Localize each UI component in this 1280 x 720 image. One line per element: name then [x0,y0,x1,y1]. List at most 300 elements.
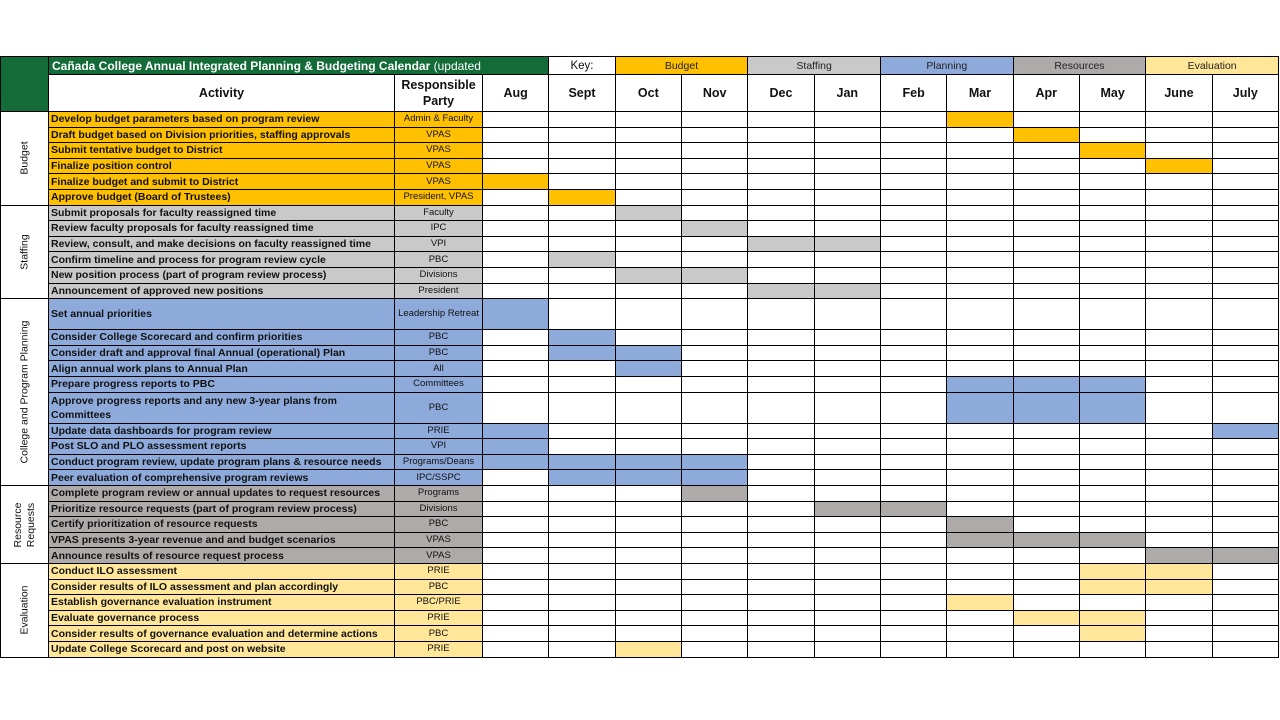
responsible-party-cell: PBC [394,251,483,268]
activity-cell: Consider College Scorecard and confirm priorities [48,329,395,346]
month-cell [681,329,748,346]
responsible-party-cell: PRIE [394,641,483,658]
month-cell [548,563,615,580]
month-cell [1145,329,1212,346]
responsible-party-cell: Admin & Faculty [394,111,483,128]
month-cell-active [681,220,748,237]
column-header-month-may: May [1079,74,1146,112]
month-cell-active [1013,376,1080,393]
month-cell [1079,205,1146,222]
month-cell [814,205,881,222]
month-cell-active [1145,579,1212,596]
month-cell [1079,298,1146,330]
responsible-party-cell: Programs [394,485,483,502]
month-cell [615,220,682,237]
month-cell-active [946,111,1013,128]
month-cell [1212,360,1279,377]
month-cell [747,516,814,533]
month-cell [1079,345,1146,362]
month-cell [1079,501,1146,518]
month-cell [615,438,682,455]
month-cell-active [946,376,1013,393]
month-cell [814,360,881,377]
activity-cell: Finalize budget and submit to District [48,173,395,190]
month-cell [1145,438,1212,455]
month-cell [814,516,881,533]
month-cell [880,376,947,393]
month-cell [946,329,1013,346]
month-cell [880,563,947,580]
month-cell-active [681,267,748,284]
activity-cell: Approve progress reports and any new 3-year plans from Committees [48,392,395,424]
month-cell-active [615,360,682,377]
month-cell [482,220,549,237]
month-cell [747,142,814,159]
month-cell [1013,360,1080,377]
month-cell [482,594,549,611]
month-cell [880,111,947,128]
month-cell-active [946,516,1013,533]
month-cell [681,298,748,330]
month-cell [1013,594,1080,611]
month-cell [548,142,615,159]
section-label-staffing [0,205,49,300]
month-cell-active [482,423,549,440]
month-cell [880,345,947,362]
month-cell [548,236,615,253]
month-cell [482,392,549,424]
month-cell [814,469,881,486]
responsible-party-cell: PRIE [394,563,483,580]
month-cell [814,298,881,330]
month-cell [880,532,947,549]
month-cell [1013,625,1080,642]
activity-cell: Announce results of resource request process [48,547,395,564]
month-cell [1013,267,1080,284]
activity-cell: New position process (part of program review process) [48,267,395,284]
month-cell [482,641,549,658]
month-cell [880,236,947,253]
month-cell [880,516,947,533]
month-cell-active [946,392,1013,424]
month-cell [1145,501,1212,518]
column-header-month-nov: Nov [681,74,748,112]
column-header-month-apr: Apr [1013,74,1080,112]
month-cell [946,127,1013,144]
month-cell [1212,142,1279,159]
month-cell [548,392,615,424]
month-cell [747,173,814,190]
month-cell [814,158,881,175]
month-cell [615,251,682,268]
month-cell [1145,345,1212,362]
column-header-month-oct: Oct [615,74,682,112]
legend-planning: Planning [880,56,1014,75]
month-cell [681,205,748,222]
month-cell [946,625,1013,642]
column-header-month-dec: Dec [747,74,814,112]
month-cell [814,438,881,455]
month-cell [615,594,682,611]
month-cell [681,360,748,377]
month-cell-active [1212,423,1279,440]
month-cell [747,189,814,206]
month-cell [615,392,682,424]
month-cell [1145,376,1212,393]
month-cell [814,423,881,440]
month-cell [880,594,947,611]
month-cell [880,625,947,642]
month-cell [1212,516,1279,533]
activity-cell: Develop budget parameters based on program review [48,111,395,128]
month-cell [880,454,947,471]
responsible-party-cell: IPC [394,220,483,237]
month-cell [946,236,1013,253]
month-cell [548,579,615,596]
month-cell [615,563,682,580]
month-cell [1079,220,1146,237]
month-cell [1079,423,1146,440]
month-cell [946,547,1013,564]
calendar-title-suffix: (updated [430,58,481,73]
month-cell [880,547,947,564]
column-header-month-jan: Jan [814,74,881,112]
month-cell [548,360,615,377]
month-cell [1212,283,1279,300]
responsible-party-cell: VPAS [394,158,483,175]
month-cell-active [1145,563,1212,580]
month-cell [814,376,881,393]
section-label-resource-requests [0,485,49,564]
month-cell [1212,392,1279,424]
month-cell [1013,329,1080,346]
month-cell [1145,111,1212,128]
month-cell [946,345,1013,362]
month-cell [482,376,549,393]
month-cell [482,625,549,642]
month-cell-active [1013,127,1080,144]
month-cell [1079,111,1146,128]
month-cell [1212,532,1279,549]
month-cell [1145,469,1212,486]
month-cell [1013,220,1080,237]
month-cell-active [615,469,682,486]
month-cell [681,173,748,190]
month-cell [1212,173,1279,190]
responsible-party-cell: VPAS [394,173,483,190]
month-cell [681,532,748,549]
month-cell [1212,579,1279,596]
month-cell [747,111,814,128]
month-cell [548,625,615,642]
month-cell [1013,641,1080,658]
month-cell [880,329,947,346]
month-cell [946,142,1013,159]
month-cell [747,220,814,237]
month-cell [615,173,682,190]
column-header-month-aug: Aug [482,74,549,112]
column-header-month-feb: Feb [880,74,947,112]
month-cell [615,625,682,642]
month-cell [1145,267,1212,284]
column-header-month-mar: Mar [946,74,1013,112]
month-cell [1013,501,1080,518]
legend-budget: Budget [615,56,749,75]
month-cell [1013,563,1080,580]
month-cell [747,392,814,424]
month-cell [946,579,1013,596]
month-cell [946,298,1013,330]
month-cell [1212,189,1279,206]
month-cell [1145,392,1212,424]
month-cell [814,189,881,206]
month-cell [814,579,881,596]
month-cell [1212,236,1279,253]
month-cell [681,142,748,159]
month-cell [1145,423,1212,440]
activity-cell: Prepare progress reports to PBC [48,376,395,393]
activity-cell: VPAS presents 3-year revenue and and budget scenarios [48,532,395,549]
month-cell [548,158,615,175]
month-cell [615,376,682,393]
month-cell [1013,111,1080,128]
responsible-party-cell: All [394,360,483,377]
month-cell [1079,251,1146,268]
responsible-party-cell: Faculty [394,205,483,222]
month-cell-active [548,345,615,362]
month-cell [1145,127,1212,144]
month-cell [482,329,549,346]
month-cell [681,641,748,658]
month-cell [615,610,682,627]
month-cell [482,251,549,268]
month-cell [814,142,881,159]
month-cell [880,173,947,190]
month-cell [548,641,615,658]
activity-cell: Post SLO and PLO assessment reports [48,438,395,455]
month-cell-active [615,641,682,658]
month-cell [814,625,881,642]
month-cell [747,594,814,611]
month-cell [747,579,814,596]
month-cell [1013,345,1080,362]
month-cell [747,127,814,144]
month-cell [548,220,615,237]
month-cell [1079,283,1146,300]
month-cell-active [548,454,615,471]
month-cell [946,205,1013,222]
month-cell [681,376,748,393]
month-cell [880,205,947,222]
month-cell-active [615,205,682,222]
responsible-party-cell: VPI [394,236,483,253]
month-cell [946,501,1013,518]
month-cell [681,345,748,362]
month-cell [681,579,748,596]
month-cell [482,501,549,518]
month-cell [747,298,814,330]
responsible-party-cell: PBC [394,625,483,642]
month-cell [1013,142,1080,159]
calendar-title [48,56,549,75]
responsible-party-cell: Divisions [394,267,483,284]
section-label-text: College and Program Planning [18,320,30,464]
column-header-month-july: July [1212,74,1279,112]
month-cell [482,579,549,596]
activity-cell: Certify prioritization of resource requests [48,516,395,533]
month-cell [548,376,615,393]
activity-cell: Submit tentative budget to District [48,142,395,159]
activity-cell: Approve budget (Board of Trustees) [48,189,395,206]
month-cell-active [1013,392,1080,424]
month-cell [946,251,1013,268]
month-cell [1145,610,1212,627]
month-cell [681,236,748,253]
month-cell [615,547,682,564]
month-cell [548,283,615,300]
month-cell [482,111,549,128]
month-cell-active [1079,392,1146,424]
responsible-party-cell: PBC [394,516,483,533]
month-cell [747,641,814,658]
month-cell [880,267,947,284]
month-cell [681,423,748,440]
month-cell [1145,205,1212,222]
month-cell [548,438,615,455]
month-cell [548,111,615,128]
month-cell [946,469,1013,486]
month-cell [1212,501,1279,518]
month-cell [482,267,549,284]
month-cell [880,360,947,377]
month-cell-active [548,189,615,206]
month-cell [1212,438,1279,455]
month-cell [1145,360,1212,377]
responsible-party-cell: VPAS [394,127,483,144]
month-cell-active [1079,610,1146,627]
month-cell [482,610,549,627]
month-cell [681,392,748,424]
month-cell [1013,189,1080,206]
month-cell-active [1212,547,1279,564]
responsible-party-cell: Programs/Deans [394,454,483,471]
month-cell [1145,454,1212,471]
month-cell [747,376,814,393]
month-cell [1212,205,1279,222]
month-cell [615,579,682,596]
column-header-month-sept: Sept [548,74,615,112]
month-cell [1013,173,1080,190]
month-cell [681,563,748,580]
month-cell-active [482,173,549,190]
responsible-party-cell: Divisions [394,501,483,518]
month-cell [482,485,549,502]
month-cell [1145,283,1212,300]
column-header-month-june: June [1145,74,1212,112]
activity-cell: Conduct program review, update program plans & resource needs [48,454,395,471]
responsible-party-cell: President [394,283,483,300]
section-label-text: Staffing [18,234,30,270]
month-cell [1145,220,1212,237]
month-cell [548,532,615,549]
month-cell [681,158,748,175]
activity-cell: Draft budget based on Division priorities, staffing approvals [48,127,395,144]
month-cell [814,594,881,611]
month-cell [1079,594,1146,611]
month-cell [814,251,881,268]
month-cell [1013,516,1080,533]
month-cell [814,220,881,237]
month-cell [482,532,549,549]
section-label-college-and-program-planning [0,298,49,486]
month-cell-active [482,438,549,455]
activity-cell: Align annual work plans to Annual Plan [48,360,395,377]
month-cell-active [814,236,881,253]
month-cell [548,298,615,330]
month-cell [946,189,1013,206]
month-cell [482,345,549,362]
month-cell [1013,158,1080,175]
month-cell [814,547,881,564]
month-cell-active [1079,532,1146,549]
month-cell [880,251,947,268]
month-cell [814,267,881,284]
month-cell [946,641,1013,658]
month-cell [1079,641,1146,658]
month-cell [1013,298,1080,330]
month-cell [747,251,814,268]
month-cell [681,625,748,642]
month-cell-active [814,501,881,518]
month-cell [946,283,1013,300]
month-cell [615,485,682,502]
month-cell [1079,329,1146,346]
legend-resources: Resources [1013,56,1147,75]
month-cell [1079,158,1146,175]
month-cell [946,220,1013,237]
month-cell [747,501,814,518]
activity-cell: Finalize position control [48,158,395,175]
activity-cell: Evaluate governance process [48,610,395,627]
month-cell [880,158,947,175]
month-cell [1212,563,1279,580]
month-cell [548,423,615,440]
month-cell [814,173,881,190]
month-cell-active [1013,610,1080,627]
month-cell [946,485,1013,502]
responsible-party-cell: PBC [394,392,483,424]
month-cell [1145,625,1212,642]
header-corner-block [0,56,49,112]
month-cell [1079,236,1146,253]
month-cell-active [1079,625,1146,642]
month-cell [946,173,1013,190]
month-cell-active [482,454,549,471]
responsible-party-cell: VPAS [394,547,483,564]
month-cell-active [681,485,748,502]
month-cell [482,563,549,580]
month-cell [615,189,682,206]
month-cell [1013,469,1080,486]
month-cell [681,501,748,518]
month-cell [615,236,682,253]
responsible-party-cell: VPAS [394,142,483,159]
month-cell [1212,376,1279,393]
month-cell-active [1145,547,1212,564]
month-cell [1212,329,1279,346]
month-cell [946,158,1013,175]
month-cell [1079,454,1146,471]
